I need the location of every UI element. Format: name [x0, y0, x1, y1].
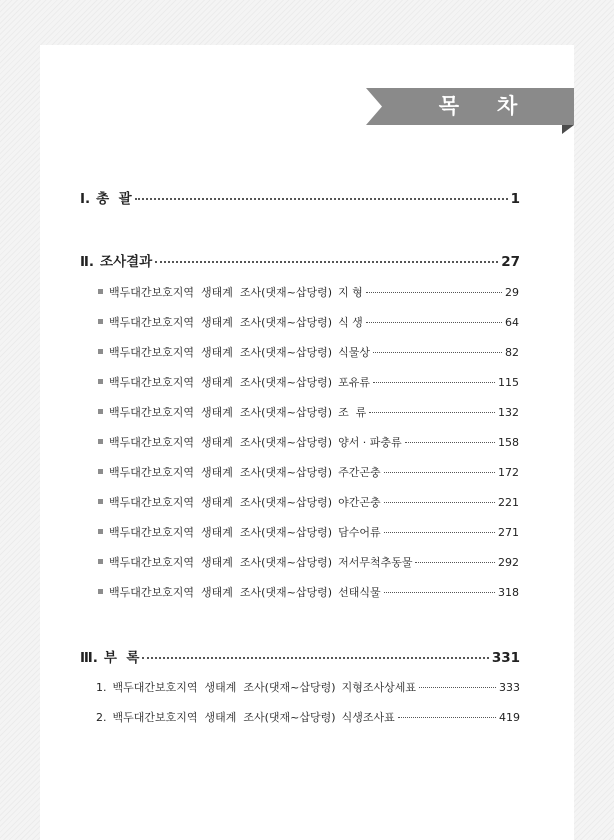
item-page: 64	[505, 316, 519, 329]
item-page: 172	[498, 466, 519, 479]
item-topic: 지형조사상세표	[341, 681, 416, 694]
appendix-number: 2.	[96, 711, 107, 724]
dot-leader	[366, 322, 502, 323]
section-numeral: Ⅰ.	[80, 191, 91, 207]
dot-leader	[384, 502, 495, 503]
item-page: 419	[499, 711, 520, 724]
item-topic: 야간곤충	[338, 496, 381, 509]
square-bullet-icon	[98, 439, 103, 444]
square-bullet-icon	[98, 379, 103, 384]
item-page: 271	[498, 526, 519, 539]
toc-appendix-2[interactable]	[96, 709, 520, 725]
dot-leader	[384, 532, 495, 533]
square-bullet-icon	[98, 589, 103, 594]
item-prefix: 백두대간보호지역 생태계 조사(댓재~삽당령)	[112, 711, 336, 724]
item-page: 318	[498, 586, 519, 599]
item-topic: 식생조사표	[341, 711, 395, 724]
item-prefix: 백두대간보호지역 생태계 조사(댓재~삽당령)	[109, 586, 333, 599]
item-page: 115	[498, 376, 519, 389]
dot-leader	[142, 657, 488, 659]
dot-leader	[384, 472, 495, 473]
toc-item-flora[interactable]	[98, 344, 519, 360]
section-page: 331	[491, 650, 520, 666]
item-prefix: 백두대간보호지역 생태계 조사(댓재~삽당령)	[109, 436, 333, 449]
toc-item-diurnal-insects[interactable]	[98, 464, 519, 480]
square-bullet-icon	[98, 529, 103, 534]
toc-item-benthic-invertebrates[interactable]	[98, 554, 519, 570]
item-page: 29	[505, 286, 519, 299]
toc-item-freshwater-fish[interactable]	[98, 524, 519, 540]
section-page: 27	[501, 254, 520, 270]
toc-item-vegetation[interactable]	[98, 314, 519, 330]
item-prefix: 백두대간보호지역 생태계 조사(댓재~삽당령)	[109, 496, 333, 509]
section-title: 총 괄	[96, 191, 132, 207]
item-prefix: 백두대간보호지역 생태계 조사(댓재~삽당령)	[109, 316, 333, 329]
item-page: 158	[498, 436, 519, 449]
dot-leader	[366, 292, 502, 293]
item-prefix: 백두대간보호지역 생태계 조사(댓재~삽당령)	[109, 346, 333, 359]
dot-leader	[369, 412, 495, 413]
dot-leader	[419, 687, 496, 688]
item-topic: 포유류	[338, 376, 370, 389]
toc-section-2[interactable]	[80, 250, 520, 270]
square-bullet-icon	[98, 409, 103, 414]
item-topic: 식물상	[338, 346, 370, 359]
item-topic: 주간곤충	[338, 466, 381, 479]
toc-item-terrain[interactable]	[98, 284, 519, 300]
section-title: 부 록	[103, 650, 140, 666]
dot-leader	[373, 352, 502, 353]
item-prefix: 백두대간보호지역 생태계 조사(댓재~삽당령)	[109, 406, 333, 419]
item-page: 132	[498, 406, 519, 419]
item-topic: 양서 · 파충류	[338, 436, 402, 449]
toc-section-1[interactable]	[80, 187, 520, 207]
toc-item-nocturnal-insects[interactable]	[98, 494, 519, 510]
item-prefix: 백두대간보호지역 생태계 조사(댓재~삽당령)	[109, 286, 333, 299]
section-page: 1	[510, 191, 520, 207]
section-numeral: Ⅲ.	[80, 650, 98, 666]
item-page: 221	[498, 496, 519, 509]
toc-item-mammals[interactable]	[98, 374, 519, 390]
dot-leader	[155, 261, 498, 263]
item-topic: 저서무척추동물	[338, 556, 413, 569]
dot-leader	[384, 592, 495, 593]
dot-leader	[405, 442, 495, 443]
square-bullet-icon	[98, 319, 103, 324]
appendix-number: 1.	[96, 681, 107, 694]
dot-leader	[135, 198, 508, 200]
item-topic: 담수어류	[338, 526, 381, 539]
item-prefix: 백두대간보호지역 생태계 조사(댓재~삽당령)	[109, 376, 333, 389]
square-bullet-icon	[98, 349, 103, 354]
item-prefix: 백두대간보호지역 생태계 조사(댓재~삽당령)	[109, 526, 333, 539]
toc-section-3[interactable]	[80, 646, 520, 666]
dot-leader	[398, 717, 496, 718]
item-topic: 식 생	[338, 316, 363, 329]
item-page: 333	[499, 681, 520, 694]
square-bullet-icon	[98, 499, 103, 504]
toc-appendix-1[interactable]	[96, 679, 520, 695]
item-topic: 선태식물	[338, 586, 381, 599]
square-bullet-icon	[98, 289, 103, 294]
toc-item-birds[interactable]	[98, 404, 519, 420]
dot-leader	[415, 562, 495, 563]
page-title: 목 차	[438, 94, 522, 118]
toc-item-bryophytes[interactable]	[98, 584, 519, 600]
item-page: 292	[498, 556, 519, 569]
item-prefix: 백두대간보호지역 생태계 조사(댓재~삽당령)	[109, 556, 333, 569]
item-prefix: 백두대간보호지역 생태계 조사(댓재~삽당령)	[109, 466, 333, 479]
item-prefix: 백두대간보호지역 생태계 조사(댓재~삽당령)	[112, 681, 336, 694]
section-title: 조사결과	[100, 254, 153, 270]
item-topic: 지 형	[338, 286, 363, 299]
section-numeral: Ⅱ.	[80, 254, 95, 270]
item-page: 82	[505, 346, 519, 359]
toc-item-herpetofauna[interactable]	[98, 434, 519, 450]
item-topic: 조 류	[338, 406, 367, 419]
square-bullet-icon	[98, 469, 103, 474]
square-bullet-icon	[98, 559, 103, 564]
dot-leader	[373, 382, 495, 383]
